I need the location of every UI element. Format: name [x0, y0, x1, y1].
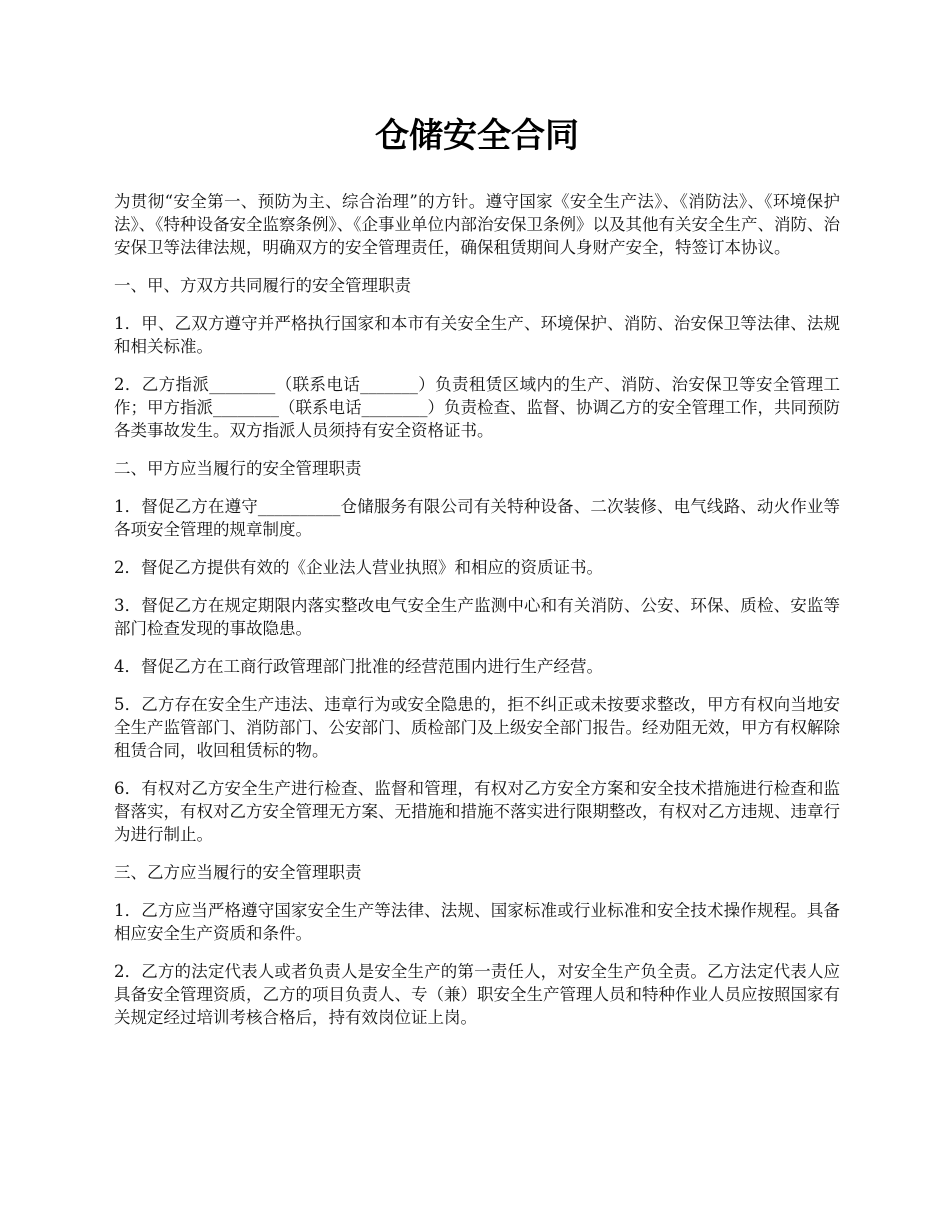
clause-1-1: 1．甲、乙双方遵守并严格执行国家和本市有关安全生产、环境保护、消防、治安保卫等法律、法规和相关标准。	[114, 314, 840, 356]
intro-paragraph: 为贯彻“安全第一、预防为主、综合治理”的方针。遵守国家《安全生产法》、《消防法》、《环境保护法》、《特种设备安全监察条例》、《企事业单位内部治安保卫条例》以及其他有关安全生产、消防、治安保卫等法律法规，明确双方的安全管理责任，确保租赁期间人身财产安全，特签订本协议。	[114, 192, 840, 257]
clause-2-3: 3．督促乙方在规定期限内落实整改电气安全生产监测中心和有关消防、公安、环保、质检、安监等部门检查发现的事故隐患。	[114, 596, 840, 638]
clause-3-2: 2．乙方的法定代表人或者负责人是安全生产的第一责任人，对安全生产负全责。乙方法定代表人应具备安全管理资质，乙方的项目负责人、专（兼）职安全生产管理人员和特种作业人员应按照国家有关规定经过培训考核合格后，持有效岗位证上岗。	[114, 962, 840, 1027]
document-title: 仓储安全合同	[375, 116, 579, 156]
clause-2-2: 2．督促乙方提供有效的《企业法人营业执照》和相应的资质证书。	[114, 558, 603, 577]
clause-2-1: 1．督促乙方在遵守__________仓储服务有限公司有关特种设备、二次装修、电气线路、动火作业等各项安全管理的规章制度。	[114, 497, 840, 539]
clause-2-6: 6．有权对乙方安全生产进行检查、监督和管理，有权对乙方安全方案和安全技术措施进行检查和监督落实，有权对乙方安全管理无方案、无措施和措施不落实进行限期整改，有权对乙方违规、违章行为进行制止。	[114, 779, 840, 844]
clause-3-1: 1．乙方应当严格遵守国家安全生产等法律、法规、国家标准或行业标准和安全技术操作规程。具备相应安全生产资质和条件。	[114, 901, 840, 943]
clause-2-5: 5．乙方存在安全生产违法、违章行为或安全隐患的，拒不纠正或未按要求整改，甲方有权向当地安全生产监管部门、消防部门、公安部门、质检部门及上级安全部门报告。经劝阻无效，甲方有权解除租赁合同，收回租赁标的物。	[114, 695, 840, 760]
section-heading-joint-duties: 一、甲、方双方共同履行的安全管理职责	[114, 276, 411, 295]
clause-1-2: 2．乙方指派________（联系电话_______）负责租赁区域内的生产、消防、治安保卫等安全管理工作；甲方指派________（联系电话________）负责检查、监督、协调乙方的安全管理工作，共同预防各类事故发生。双方指派人员须持有安全资格证书。	[114, 375, 840, 440]
section-heading-party-a-duties: 二、甲方应当履行的安全管理职责	[114, 459, 362, 478]
section-heading-party-b-duties: 三、乙方应当履行的安全管理职责	[114, 863, 362, 882]
clause-2-4: 4．督促乙方在工商行政管理部门批准的经营范围内进行生产经营。	[114, 657, 603, 676]
document-body	[114, 112, 840, 1044]
